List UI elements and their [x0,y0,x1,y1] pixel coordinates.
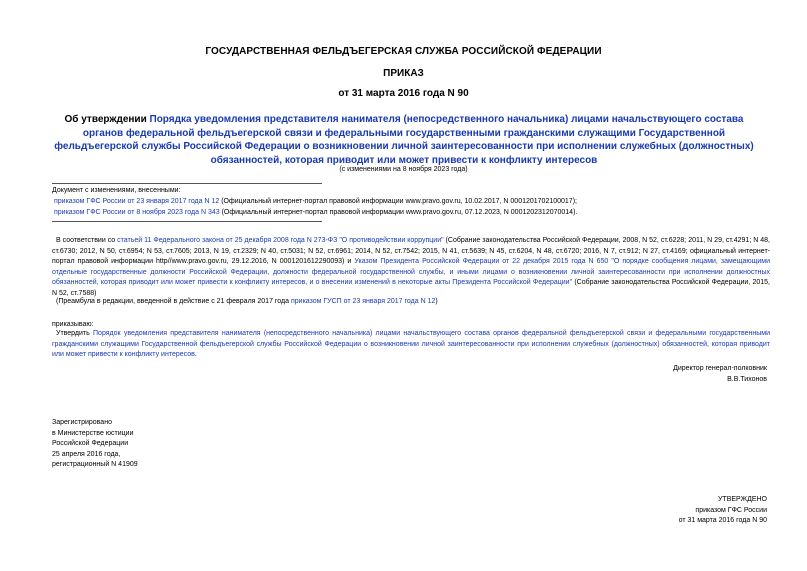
approved-line: УТВЕРЖДЕНО [717,496,767,503]
order-text: Утвердить [56,330,94,337]
title-procedure-link[interactable]: Порядка уведомления представителя нанимателя (непосредственного начальника) лицами начальствующего состава органов федеральной фельдъегерской связи и федеральными государственными гражданскими служащими Государственной фельдъегерской службы Российской Федерации о возникновении личной заинтересованности при исполнении служебных (должностных) обязанностей, которая приводит или может привести к конфликту интересов [54,114,754,166]
approved-block [679,495,767,527]
registration-line: Зарегистрировано [52,419,112,426]
registration-line: 25 апреля 2016 года, [52,450,121,458]
law-273-link[interactable]: статьей 11 Федерального закона от 25 декабря 2008 года N 273-ФЗ "О противодействии коррупции" [117,237,444,244]
registration-line: регистрационный N 41909 [52,461,138,468]
agency-name: ГОСУДАРСТВЕННАЯ ФЕЛЬДЪЕГЕРСКАЯ СЛУЖБА РОССИЙСКОЙ ФЕДЕРАЦИИ [205,46,602,57]
preamble-text: (Собрание законодательства Российской Федерации, 2008, N 52, ст.6228; 2011, N 29, ст.4291; N 48, ст.6730; 2012, N 50, ст.6954; N 53, ст.7605; 2013, N 19, ст.2329; N 40, ст.5031; N 52, ст.6961; 2014, N 52, ст.7542; 2015, N 41, ст.5639; N 45, ст.6204, N 48, ст.6720; 2016, N 7, ст.912; N 27, ст.4169; официальный интернет-портал правовой информации http//www.pravo.gov.ru, 29.12.2016, N 0001201612290093) и [52,237,770,266]
approved-line: от 31 марта 2016 года N 90 [678,517,767,524]
procedure-link[interactable]: Порядок уведомления представителя нанимателя (непосредственного начальника) лицами начальствующего состава органов федеральной фельдъегерской связи и федеральными государственными гражданскими служащими Государственной фельдъегерской службы Российской Федерации о возникновении личной заинтересованности при исполнении служебных (должностных) обязанностей, которая приводит или может привести к конфликту интересов [52,330,770,359]
order-paragraph [52,329,770,361]
preamble-text: (Собрание законодательства Российской Федерации, 2015, N 52, ст.7588) [52,279,770,297]
signatory-name: В.В.Тихонов [727,375,767,383]
order-label: приказываю: [52,321,94,328]
preamble-paragraph [52,236,770,300]
change-link[interactable]: приказом ГФС России от 8 ноября 2023 года N 343 [54,209,220,216]
document-kind: ПРИКАЗ [383,68,424,79]
note-order-link[interactable]: приказом ГУСП от 23 января 2017 года N 12 [290,298,436,305]
change-item [52,196,752,207]
decree-650-link[interactable]: Указом Президента Российской Федерации от 22 декабря 2015 года N 650 "О порядке сообщения лицами, замещающими отдельные государственные должности Российской Федерации, должности федеральной государственной службы, и иными лицами о возникновении личной заинтересованности при исполнении должностных обязанностей, которая приводит или может привести к конфликту интересов, и о внесении изменений в некоторые акты Президента Российской Федерации" [52,258,770,287]
change-source: (Официальный интернет-портал правовой информации www.pravo.gov.ru, 10.02.2017, N 0001201702100017); [219,198,577,205]
note-text: ) [435,298,438,305]
change-link[interactable]: приказом ГФС России от 23 января 2017 года N 12 [54,198,220,205]
preamble-edition-note [52,297,770,308]
change-item [52,207,752,218]
changes-top-divider [52,183,322,184]
changes-heading: Документ с изменениями, внесенными: [52,187,181,194]
change-source: (Официальный интернет-портал правовой информации www.pravo.gov.ru, 07.12.2023, N 0001202312070014). [219,209,578,216]
edition-note: (с изменениями на 8 ноября 2023 года) [339,166,468,173]
preamble-text: В соответствии со [56,237,118,244]
registration-block [52,418,138,471]
signatory-position: Директор генерал-полковник [673,365,767,372]
signature-block [673,364,767,385]
approved-line: приказом ГФС России [695,506,767,514]
document-date: от 31 марта 2016 года N 90 [338,88,469,99]
order-text: . [194,351,197,359]
changes-bottom-divider [52,221,322,222]
title-prefix: Об утверждении [64,114,150,125]
document-title [48,113,760,167]
registration-line: в Министерстве юстиции [52,429,134,437]
changes-block [52,185,752,218]
note-text: (Преамбула в редакции, введенной в действие с 21 февраля 2017 года [56,298,291,305]
registration-line: Российской Федерации [52,440,129,447]
